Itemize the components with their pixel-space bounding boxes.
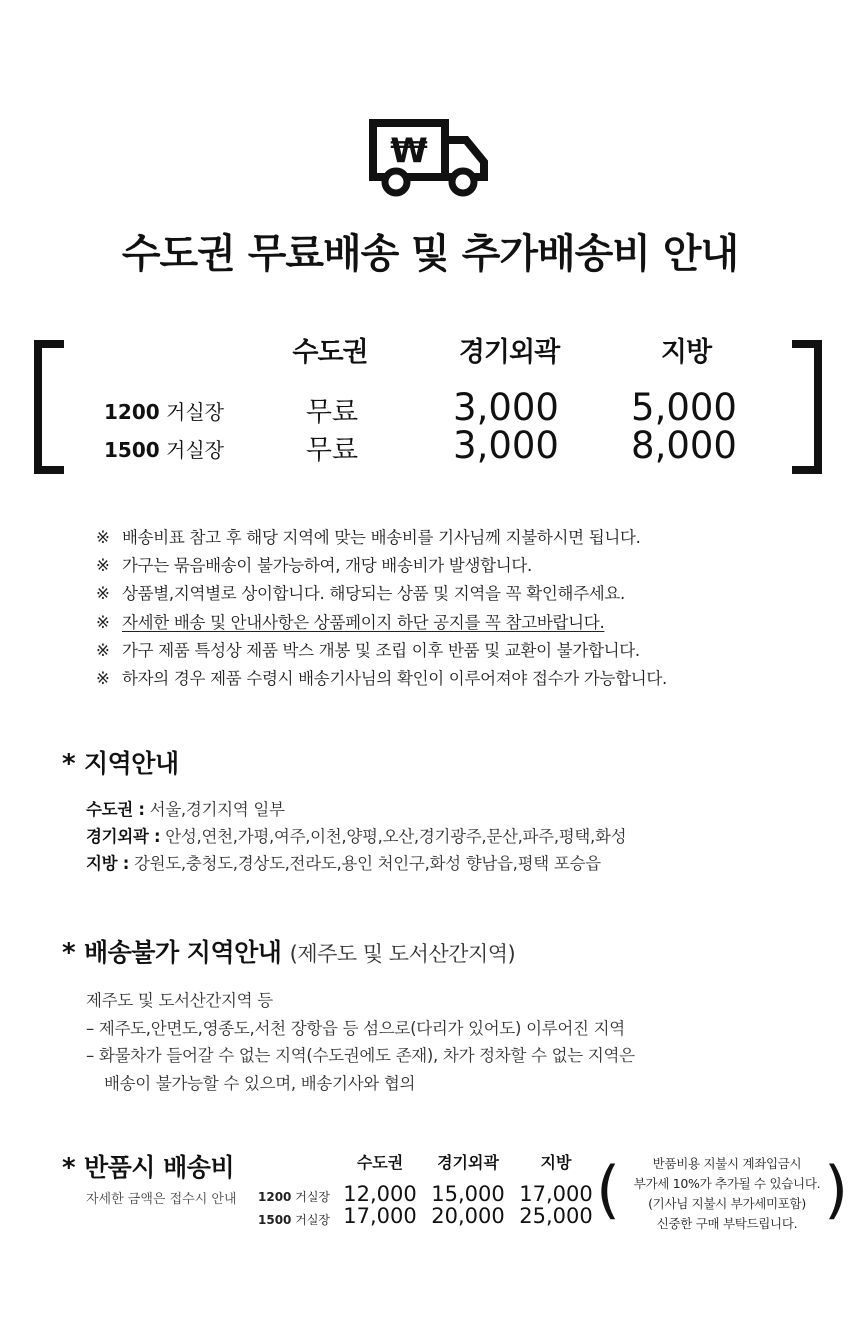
return-note-line: (기사님 지불시 부가세미포함) xyxy=(648,1196,806,1211)
region-item: 수도권 : 서울,경기지역 일부 xyxy=(86,800,285,819)
fee-1500-province: 8,000 xyxy=(631,424,737,467)
note-item: ※ 상품별,지역별로 상이합니다. 해당되는 상품 및 지역을 꼭 확인해주세요. xyxy=(96,584,625,604)
return-fee-title: * 반품시 배송비 xyxy=(62,1153,235,1183)
return-header-capital: 수도권 xyxy=(356,1153,404,1172)
fee-1200-province: 5,000 xyxy=(631,386,737,429)
fee-1500-capital: 무료 xyxy=(305,435,359,466)
return-1200-gyeonggi: 15,000 xyxy=(431,1182,505,1206)
left-bracket xyxy=(34,340,64,474)
delivery-truck-won-icon xyxy=(368,118,492,200)
undeliverable-line: 제주도 및 도서산간지역 등 xyxy=(86,991,273,1010)
note-close-paren: ) xyxy=(824,1153,849,1226)
note-open-paren: ( xyxy=(596,1153,621,1226)
row-label-1500: 1500 거실장 xyxy=(104,438,224,462)
region-list xyxy=(86,796,626,877)
undeliverable-line: – 화물차가 들어갈 수 없는 지역(수도권에도 존재), 차가 정차할 수 없는 지역은 xyxy=(86,1046,635,1065)
fee-1200-capital: 무료 xyxy=(305,397,359,428)
svg-text:₩: ₩ xyxy=(390,131,428,171)
return-fee-note xyxy=(618,1154,836,1234)
return-note-line: 신중한 구매 부탁드립니다. xyxy=(656,1216,798,1231)
return-1200-capital: 12,000 xyxy=(343,1182,417,1206)
page-title: 수도권 무료배송 및 추가배송비 안내 xyxy=(121,231,739,277)
return-header-gyeonggi: 경기외곽 xyxy=(437,1153,499,1172)
region-guide-title: * 지역안내 xyxy=(62,749,179,779)
return-1500-gyeonggi: 20,000 xyxy=(431,1204,505,1228)
note-item-underlined: ※ 자세한 배송 및 안내사항은 상품페이지 하단 공지를 꼭 참고바랍니다. xyxy=(96,612,605,632)
undeliverable-line: 배송이 불가능할 수 있으며, 배송기사와 협의 xyxy=(104,1073,416,1093)
row-label-1200: 1200 거실장 xyxy=(104,400,224,424)
note-item: ※ 가구는 묶음배송이 불가능하여, 개당 배송비가 발생합니다. xyxy=(96,556,532,576)
fee-1500-gyeonggi: 3,000 xyxy=(453,424,559,467)
undeliverable-title: * 배송불가 지역안내 (제주도 및 도서산간지역) xyxy=(62,938,516,968)
return-1200-province: 17,000 xyxy=(519,1182,593,1206)
undeliverable-line: – 제주도,안면도,영종도,서천 장항읍 등 섬으로(다리가 있어도) 이루어진 지역 xyxy=(86,1018,625,1038)
note-item: ※ 배송비표 참고 후 해당 지역에 맞는 배송비를 기사님께 지불하시면 됩니다. xyxy=(96,528,641,547)
region-item: 지방 : 강원도,충청도,경상도,전라도,용인 처인구,화성 향남읍,평택 포승읍 xyxy=(86,854,601,873)
return-fee-subtitle: 자세한 금액은 접수시 안내 xyxy=(86,1192,237,1207)
return-row-label-1500: 1500 거실장 xyxy=(258,1213,331,1227)
notes-list xyxy=(96,524,667,693)
note-item: ※ 하자의 경우 제품 수령시 배송기사님의 확인이 이루어져야 접수가 가능합니다. xyxy=(96,669,667,689)
region-item: 경기외곽 : 안성,연천,가평,여주,이천,양평,오산,경기광주,문산,파주,평택,화성 xyxy=(86,827,627,846)
return-row-label-1200: 1200 거실장 xyxy=(258,1190,331,1204)
return-note-line: 반품비용 지불시 계좌입금시 xyxy=(652,1156,802,1171)
header-gyeonggi-outer: 경기외곽 xyxy=(458,337,560,368)
undeliverable-list xyxy=(86,987,635,1097)
return-note-line: 부가세 10%가 추가될 수 있습니다. xyxy=(633,1176,821,1191)
header-capital: 수도권 xyxy=(292,337,368,368)
right-bracket xyxy=(792,340,822,474)
return-1500-province: 25,000 xyxy=(519,1204,593,1228)
note-item: ※ 가구 제품 특성상 제품 박스 개봉 및 조립 이후 반품 및 교환이 불가합니다. xyxy=(96,640,640,660)
return-1500-capital: 17,000 xyxy=(343,1204,417,1228)
fee-1200-gyeonggi: 3,000 xyxy=(453,386,559,429)
header-province: 지방 xyxy=(660,337,712,368)
return-header-province: 지방 xyxy=(540,1153,572,1172)
